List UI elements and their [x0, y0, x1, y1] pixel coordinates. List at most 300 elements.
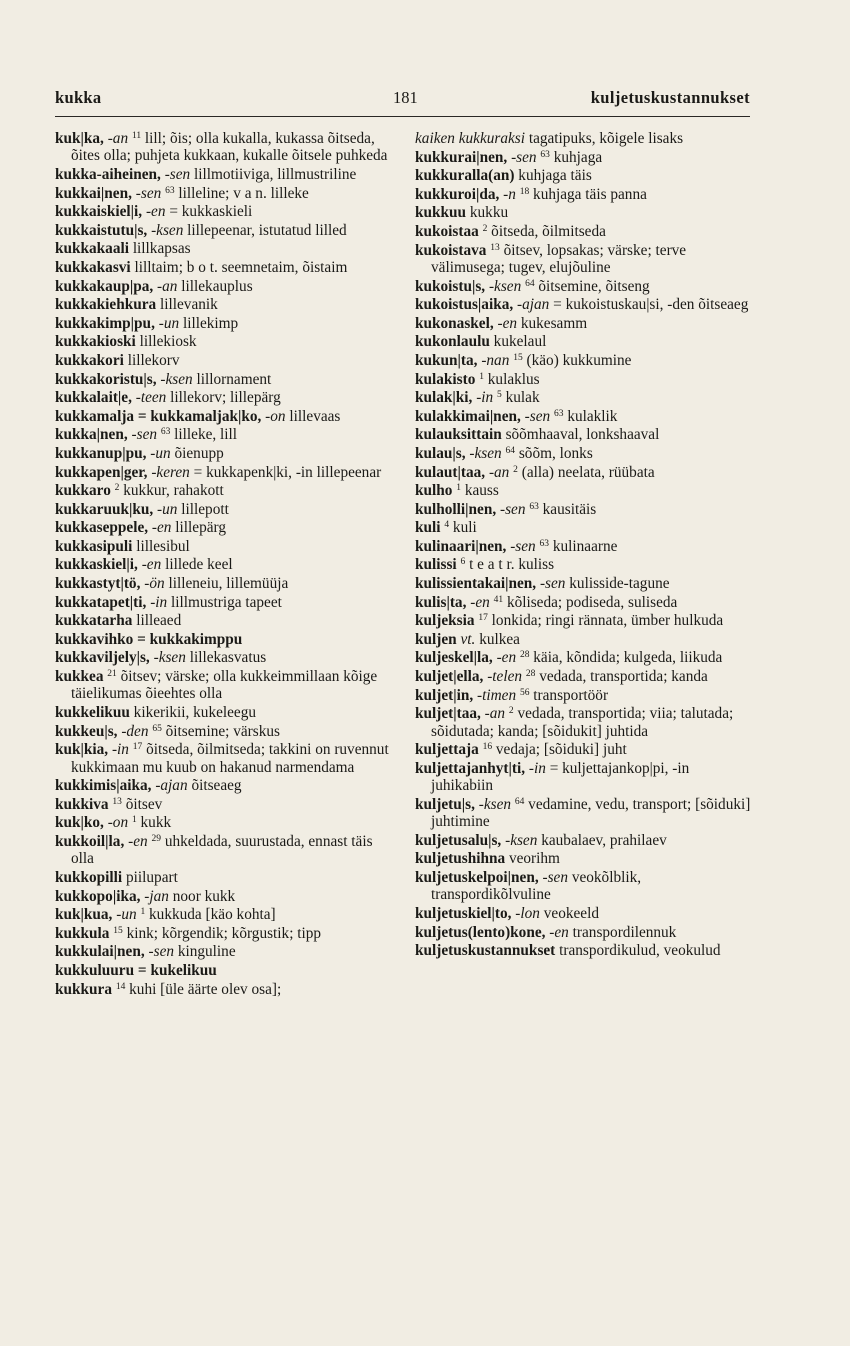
inflection-class: 63 — [160, 427, 171, 438]
dictionary-entry — [55, 240, 390, 257]
definition: kuhi [üle äärte olev osa]; — [129, 980, 282, 998]
inflection-class: 28 — [525, 669, 536, 680]
headword: kukkakaali — [55, 240, 129, 258]
inflection-class: 13 — [490, 242, 500, 253]
dictionary-entry — [55, 649, 390, 666]
headword: kukkoil|la, — [55, 833, 125, 850]
grammar-note: -en — [549, 923, 569, 941]
dictionary-entry — [55, 278, 390, 295]
headword: kulissientakai|nen, — [415, 575, 537, 593]
dictionary-entry — [415, 501, 753, 518]
headword: kukkuu — [415, 204, 467, 222]
dictionary-entry — [55, 556, 390, 573]
definition: kuhjaga — [553, 148, 603, 166]
headword: kukkakiehkura — [55, 296, 157, 314]
grammar-note: -en — [141, 556, 162, 574]
inflection-class: 64 — [525, 278, 535, 289]
headword: kukoistaa — [415, 222, 479, 240]
definition: lillmustriga tapeet — [171, 593, 282, 611]
page-number: 181 — [393, 88, 418, 107]
dictionary-entry — [415, 687, 753, 704]
grammar-note: -en — [470, 593, 490, 611]
definition: kulaklik — [567, 407, 618, 425]
inflection-class: 65 — [152, 723, 162, 734]
grammar-note: -ksen — [153, 649, 186, 667]
dictionary-entry — [415, 705, 753, 740]
grammar-note: -sen — [542, 869, 568, 886]
headword: kukkavihko = kukkakimppu — [55, 630, 243, 648]
definition: kikerikii, kukeleegu — [133, 704, 257, 722]
dictionary-entry — [55, 482, 390, 499]
dictionary-entry — [55, 130, 390, 165]
headword: kukkulai|nen, — [55, 943, 145, 961]
definition: (käo) kukkumine — [526, 351, 632, 369]
grammar-note: -sen — [131, 426, 158, 444]
grammar-note: -sen — [500, 500, 526, 518]
headword: kuljettaja — [415, 741, 479, 759]
dictionary-entry — [55, 352, 390, 369]
grammar-note: -sen — [524, 407, 551, 425]
headword: kukkasipuli — [55, 537, 133, 555]
definition: kulisside-tagune — [569, 575, 670, 593]
dictionary-entry — [55, 906, 390, 923]
inflection-class: 2 — [114, 483, 120, 494]
definition: lillepott — [181, 500, 229, 518]
definition: õitsev, lopsakas; värske; terve välimusega; tugev, elujõuline — [431, 241, 687, 276]
grammar-note: -un — [150, 444, 171, 462]
grammar-note: -telen — [487, 668, 523, 686]
grammar-note: -in — [150, 593, 168, 611]
headword: kukkurai|nen, — [415, 148, 508, 166]
definition: kuhjaga täis panna — [533, 185, 647, 203]
definition: kukk — [140, 814, 172, 832]
inflection-class: 1 — [131, 815, 137, 826]
definition: kulkea — [479, 630, 520, 648]
grammar-note: -sen — [539, 575, 566, 593]
headword: kukkopo|ika, — [55, 887, 141, 905]
definition: kink; kõrgendik; kõrgustik; tipp — [126, 924, 322, 942]
dictionary-entry — [55, 668, 390, 703]
headword: kuli — [415, 519, 441, 537]
headword: kukkakaup|pa, — [55, 277, 154, 295]
dictionary-entry — [55, 594, 390, 611]
dictionary-entry — [415, 631, 753, 648]
inflection-class: 63 — [539, 538, 550, 549]
definition: lillekorv — [127, 351, 180, 369]
grammar-note: -sen — [148, 943, 175, 961]
definition: piilupart — [126, 869, 178, 886]
headword: kukoistus|aika, — [415, 296, 514, 314]
headword: kuljetus(lento)kone, — [415, 923, 546, 941]
headword: kukkuroi|da, — [415, 185, 500, 203]
inflection-class: 15 — [513, 352, 523, 363]
grammar-note: -teen — [135, 389, 167, 407]
grammar-note: -in — [528, 759, 546, 777]
dictionary-entry — [415, 445, 753, 462]
dictionary-entry — [415, 832, 753, 849]
headword: kukkaiskiel|i, — [55, 203, 143, 221]
definition: kuhjaga täis — [518, 167, 592, 185]
grammar-note: -ksen — [469, 444, 502, 462]
grammar-note: kaiken kukkuraksi — [415, 130, 525, 147]
headword: kukkaruuk|ku, — [55, 500, 154, 518]
grammar-note: -en — [496, 649, 517, 667]
headword: kuljet|taa, — [415, 705, 481, 723]
definition: kulak — [505, 389, 540, 407]
inflection-class: 13 — [112, 796, 122, 807]
header-left-guideword: kukka — [55, 88, 102, 107]
definition: lillevanik — [160, 296, 218, 314]
dictionary-entry — [55, 371, 390, 388]
dictionary-entry — [415, 426, 753, 443]
definition: kõliseda; podiseda, suliseda — [506, 593, 678, 611]
dictionary-entry — [55, 203, 390, 220]
inflection-class: 64 — [514, 796, 525, 807]
headword: kukkimis|aika, — [55, 777, 152, 795]
page-header — [55, 86, 750, 117]
left-column — [55, 130, 390, 999]
dictionary-entry — [415, 924, 753, 941]
headword: kukka-aiheinen, — [55, 166, 161, 183]
definition: uhkeldada, suurustada, ennast täis olla — [71, 833, 373, 868]
dictionary-entry — [55, 981, 390, 998]
definition: kukkuda [käo kohta] — [149, 906, 276, 924]
dictionary-entry — [415, 519, 753, 536]
definition: lilleke, lill — [174, 426, 238, 444]
grammar-note: -un — [158, 314, 180, 332]
headword: kuk|ko, — [55, 814, 104, 832]
definition: lillekimp — [182, 314, 239, 332]
definition: käia, kõndida; kulgeda, liikuda — [533, 649, 723, 667]
grammar-note: -un — [157, 500, 178, 518]
definition: õitsemine, õitseng — [538, 277, 650, 295]
grammar-note: -keren — [151, 463, 190, 481]
definition: õitsev — [125, 795, 163, 813]
grammar-note: -ksen — [151, 221, 184, 239]
headword: kukkanup|pu, — [55, 444, 147, 462]
dictionary-entry — [55, 389, 390, 406]
definition: (alla) neelata, rüübata — [521, 463, 655, 481]
headword: kuljetuskiel|to, — [415, 905, 512, 922]
grammar-note: -sen — [135, 184, 162, 202]
grammar-note: -on — [107, 814, 129, 832]
headword: kulak|ki, — [415, 389, 473, 407]
grammar-note: -an — [107, 130, 129, 147]
dictionary-entry — [415, 315, 753, 332]
headword: kukkuluuru = kukelikuu — [55, 961, 217, 979]
headword: kukkura — [55, 980, 112, 998]
dictionary-entry — [55, 185, 390, 202]
grammar-note: -n — [503, 185, 516, 203]
dictionary-entry — [415, 389, 753, 406]
grammar-note: -ajan — [517, 296, 550, 314]
definition: transportöör — [533, 686, 609, 704]
definition: õitseaeg — [191, 777, 242, 795]
headword: kukkeu|s, — [55, 722, 118, 740]
dictionary-entry — [415, 278, 753, 295]
definition: transpordilennuk — [572, 923, 677, 941]
headword: kuljeskel|la, — [415, 649, 493, 667]
headword: kuk|kua, — [55, 906, 113, 924]
dictionary-entry — [415, 408, 753, 425]
inflection-class: 15 — [113, 925, 123, 936]
definition: = kukoistuskau|si, -den õitseaeg — [553, 296, 749, 314]
definition: lillesibul — [136, 537, 190, 555]
inflection-class: 1 — [456, 483, 461, 494]
headword: kukkea — [55, 668, 104, 686]
definition: lillede keel — [165, 556, 233, 574]
definition: lilleaed — [136, 612, 182, 630]
definition: lilleneiu, lillemüüja — [168, 575, 289, 593]
dictionary-entry — [55, 962, 390, 979]
headword: kukoistava — [415, 241, 487, 259]
definition: kulaklus — [487, 370, 540, 388]
headword: kuljen — [415, 630, 457, 648]
dictionary-entry — [415, 296, 753, 313]
inflection-class: 2 — [508, 706, 514, 717]
inflection-class: 18 — [519, 186, 530, 197]
grammar-note: -in — [111, 741, 129, 759]
headword: kuljetusalu|s, — [415, 831, 502, 849]
dictionary-entry — [55, 943, 390, 960]
definition: kukesamm — [520, 314, 588, 332]
headword: kukkula — [55, 924, 110, 942]
inflection-class: 63 — [165, 185, 175, 196]
definition: kauss — [464, 482, 499, 500]
grammar-note: -on — [265, 407, 286, 425]
dictionary-entry — [415, 850, 753, 867]
dictionary-entry — [55, 464, 390, 481]
dictionary-entry — [415, 575, 753, 592]
dictionary-entry — [415, 649, 753, 666]
inflection-class: 1 — [479, 371, 484, 382]
definition: veokõlblik, transpordikõlvuline — [431, 869, 642, 904]
dictionary-entry — [55, 166, 390, 183]
inflection-class: 11 — [131, 131, 142, 141]
definition: lillepeenar, istutatud lilled — [187, 221, 347, 239]
inflection-class: 29 — [151, 834, 161, 844]
dictionary-entry — [415, 186, 753, 203]
inflection-class: 2 — [482, 223, 488, 234]
headword: kukonaskel, — [415, 314, 494, 332]
definition: lillekauplus — [181, 277, 253, 295]
inflection-class: 6 — [460, 557, 466, 568]
grammar-note: -ksen — [478, 795, 512, 813]
dictionary-entry — [415, 905, 753, 922]
headword: kulaut|taa, — [415, 463, 486, 481]
headword: kulakkimai|nen, — [415, 407, 521, 425]
definition: lillevaas — [289, 407, 341, 425]
grammar-note: -lon — [515, 905, 540, 922]
headword: kukkuralla(an) — [415, 167, 515, 185]
headword: kukkakoristu|s, — [55, 370, 157, 388]
definition: kukkur, rahakott — [123, 482, 224, 500]
dictionary-entry — [415, 464, 753, 481]
grammar-note: -ajan — [155, 777, 188, 795]
headword: kulauksittain — [415, 426, 502, 444]
headword: kukkatarha — [55, 612, 133, 630]
definition: vedada, transportida; kanda — [539, 668, 708, 686]
dictionary-entry — [55, 315, 390, 332]
definition: õienupp — [174, 444, 224, 462]
inflection-class: 64 — [505, 445, 516, 456]
header-right-guideword: kuljetuskustannukset — [590, 88, 750, 107]
inflection-class: 17 — [132, 742, 143, 753]
definition: veokeeld — [543, 905, 599, 922]
inflection-class: 63 — [540, 149, 550, 160]
dictionary-entry — [55, 296, 390, 313]
headword: kuljettajanhyt|ti, — [415, 759, 526, 777]
definition: lill; õis; olla kukalla, kukassa õitseda, õites olla; puhjeta kukkaan, kukalle õitsele puhkeda — [71, 130, 388, 165]
dictionary-entry — [415, 242, 753, 277]
dictionary-entry — [55, 408, 390, 425]
headword: kukoistu|s, — [415, 277, 486, 295]
dictionary-entry — [415, 594, 753, 611]
definition: lillmotiiviga, lillmustriline — [194, 166, 357, 183]
dictionary-entry — [415, 869, 753, 904]
headword: kuljetu|s, — [415, 795, 475, 813]
grammar-note: -en — [128, 833, 148, 850]
dictionary-entry — [55, 741, 390, 776]
dictionary-entry — [415, 371, 753, 388]
dictionary-entry — [55, 869, 390, 886]
definition: vedada, transportida; viia; talutada; sõidutada; kanda; [sõidukit] juhtida — [431, 705, 734, 740]
headword: kulholli|nen, — [415, 500, 497, 518]
dictionary-entry — [415, 167, 753, 184]
definition: transpordikulud, veokulud — [559, 942, 721, 960]
definition: lonkida; ringi rännata, ümber hulkuda — [491, 612, 724, 630]
dictionary-entry — [415, 333, 753, 350]
dictionary-entry — [55, 612, 390, 629]
dictionary-entry — [415, 741, 753, 758]
definition: lillepärg — [175, 519, 226, 537]
grammar-note: -an — [488, 463, 510, 481]
definition: = kukkaskieli — [169, 203, 253, 221]
headword: kuljeksia — [415, 612, 475, 630]
grammar-note: -ksen — [488, 277, 522, 295]
dictionary-entry — [55, 426, 390, 443]
dictionary-entry — [55, 631, 390, 648]
definition: vedaja; [sõiduki] juht — [495, 741, 627, 759]
dictionary-entry — [415, 204, 753, 221]
headword: kukkastyt|tö, — [55, 575, 141, 593]
dictionary-entry — [415, 482, 753, 499]
grammar-note: -nan — [481, 351, 510, 369]
grammar-note: -jan — [144, 887, 169, 905]
definition: kinguline — [177, 943, 236, 961]
dictionary-entry — [55, 925, 390, 942]
definition: õitsev; värske; olla kukkeimmillaan kõige täielikumas õieehtes olla — [71, 668, 378, 703]
grammar-note: -an — [484, 705, 506, 723]
inflection-class: 4 — [444, 520, 450, 531]
headword: kulau|s, — [415, 444, 466, 462]
grammar-note: -timen — [477, 686, 517, 704]
dictionary-entry — [415, 352, 753, 369]
right-column — [415, 130, 753, 961]
grammar-note: -sen — [164, 166, 191, 183]
headword: kukkaistutu|s, — [55, 221, 148, 239]
dictionary-entry — [55, 333, 390, 350]
dictionary-entry — [415, 942, 753, 959]
headword: kukkaviljely|s, — [55, 649, 150, 667]
headword: kukka|nen, — [55, 426, 128, 444]
definition: kuli — [452, 519, 477, 537]
grammar-note: -en — [151, 519, 172, 537]
definition: kaubalaev, prahilaev — [541, 831, 667, 849]
definition: noor kukk — [172, 887, 236, 905]
definition: kukku — [469, 204, 509, 222]
headword: kuljetushihna — [415, 850, 506, 868]
grammar-note: -sen — [511, 148, 537, 166]
definition: tagatipuks, kõigele lisaks — [528, 130, 684, 147]
headword: kukkai|nen, — [55, 184, 132, 202]
headword: kuljetuskustannukset — [415, 942, 556, 960]
inflection-class: 2 — [513, 464, 518, 475]
definition: = kuljettajankop|pi, -in juhikabiin — [431, 759, 690, 795]
definition: lilleline; v a n. lilleke — [178, 184, 309, 202]
definition: lilltaim; b o t. seemnetaim, õistaim — [134, 258, 348, 276]
dictionary-entry — [55, 519, 390, 536]
grammar-note: -sen — [510, 537, 536, 555]
headword: kuljetuskelpoi|nen, — [415, 869, 539, 886]
inflection-class: 28 — [519, 650, 530, 661]
headword: kukkakori — [55, 351, 124, 369]
grammar-note: -en — [497, 314, 518, 332]
headword: kukonlaulu — [415, 333, 490, 351]
headword: kulakisto — [415, 370, 476, 388]
grammar-note: -den — [121, 722, 149, 740]
dictionary-entry — [415, 538, 753, 555]
definition: veorihm — [508, 850, 560, 868]
definition: õitseda, õilmitseda — [491, 222, 606, 240]
grammar-note: -an — [157, 277, 178, 295]
headword: kuljet|ella, — [415, 668, 484, 686]
definition: õitsemine; värskus — [165, 722, 280, 740]
grammar-note: -ksen — [160, 370, 193, 388]
dictionary-entry — [55, 501, 390, 518]
definition: sõõmhaaval, lonkshaaval — [505, 426, 660, 444]
inflection-class: 14 — [115, 981, 126, 992]
headword: kuljet|in, — [415, 686, 474, 704]
inflection-class: 63 — [553, 408, 564, 419]
definition: sõõm, lonks — [518, 444, 593, 462]
dictionary-entry — [415, 556, 753, 573]
dictionary-entry — [55, 723, 390, 740]
headword: kulissi — [415, 556, 457, 574]
inflection-class: 5 — [497, 390, 502, 401]
dictionary-entry — [55, 796, 390, 813]
inflection-class: 1 — [140, 907, 146, 918]
headword: kulinaari|nen, — [415, 537, 507, 555]
grammar-note: vt. — [460, 630, 476, 648]
headword: kukkamalja = kukkamaljak|ko, — [55, 407, 262, 425]
grammar-note: -un — [116, 906, 137, 924]
dictionary-entry — [55, 704, 390, 721]
dictionary-entry — [55, 888, 390, 905]
dictionary-entry — [55, 575, 390, 592]
definition: lillekorv; lillepärg — [170, 389, 281, 407]
headword: kulis|ta, — [415, 593, 467, 611]
inflection-class: 21 — [107, 669, 117, 680]
dictionary-entry — [415, 760, 753, 795]
dictionary-entry — [55, 259, 390, 276]
definition: vedamine, vedu, transport; [sõiduki] juhtimine — [431, 795, 751, 831]
inflection-class: 16 — [482, 742, 493, 753]
headword: kukkapen|ger, — [55, 463, 148, 481]
dictionary-entry — [55, 814, 390, 831]
headword: kukun|ta, — [415, 351, 478, 369]
headword: kuk|ka, — [55, 130, 104, 147]
